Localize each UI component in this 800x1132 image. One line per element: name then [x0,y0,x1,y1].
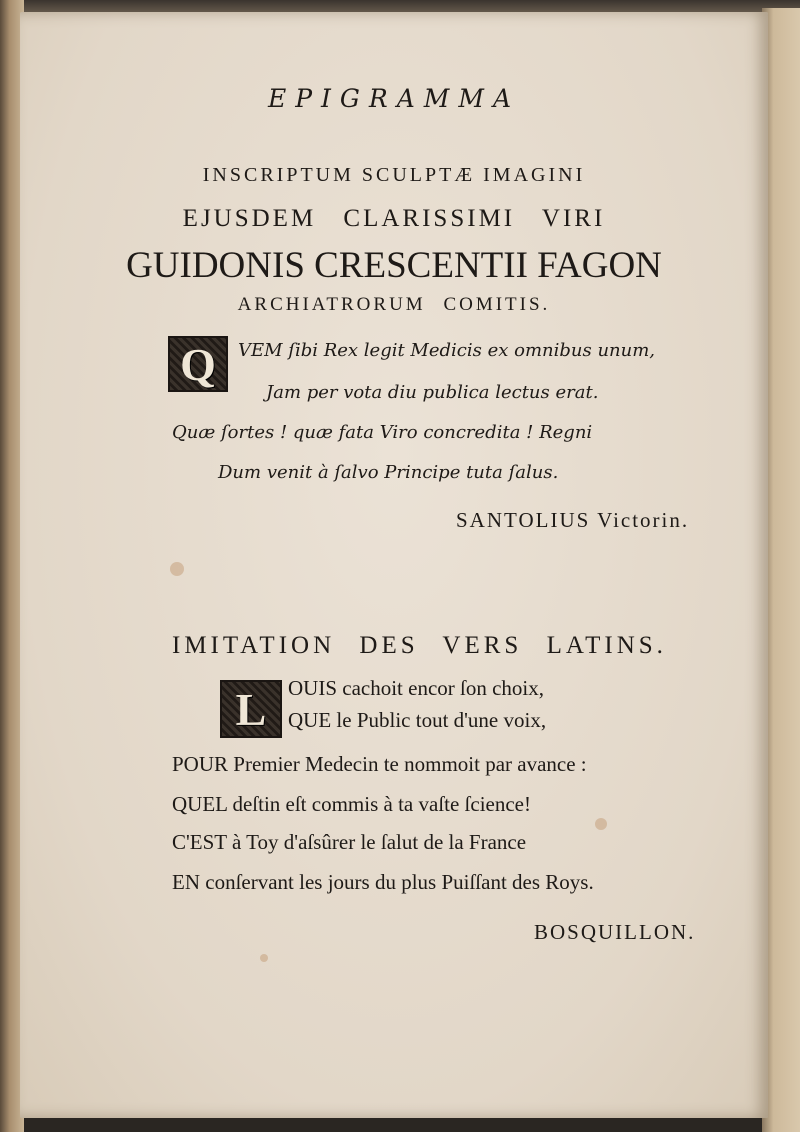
latin-signature: SANTOLIUS Victorin. [456,508,690,532]
french-verse-1: OUIS cachoit encor ſon choix, [288,676,545,700]
foxing-spot [260,954,268,962]
latin-verse-2: Jam per vota diu publica lectus erat. [266,382,599,403]
latin-verse-1: VEM ſibi Rex legit Medicis ex omnibus unum, [238,340,656,361]
heading-line-2: EJUSDEM CLARISSIMI VIRI [182,205,606,232]
latin-verse-3: Quæ ſortes ! quæ fata Viro concredita ! Regni [172,422,593,443]
imitation-heading: IMITATION DES VERS LATINS. [172,632,667,659]
french-dropcap-letter: L [235,683,267,735]
french-verse-3: POUR Premier Medecin te nommoit par avance : [172,752,587,776]
french-verse-2: QUE le Public tout d'une voix, [288,708,547,732]
foxing-spot [170,562,184,576]
heading-line-3: GUIDONIS CRESCENTII FAGON [126,245,662,286]
book-page [20,12,768,1118]
french-dropcap [220,680,282,738]
latin-dropcap-letter: Q [180,338,216,390]
foxing-spot [595,818,607,830]
latin-verse-4: Dum venit à ſalvo Principe tuta ſalus. [218,462,559,483]
heading-line-1: INSCRIPTUM SCULPTÆ IMAGINI [202,164,586,186]
french-signature: BOSQUILLON. [534,920,696,944]
french-verse-4: QUEL deſtin eſt commis à ta vaſte ſcience! [172,792,531,816]
french-verse-6: EN conſervant les jours du plus Puiſſant des Roys. [172,870,594,894]
french-verse-5: C'EST à Toy d'aſsûrer le ſalut de la France [172,830,527,854]
heading-line-4: ARCHIATRORUM COMITIS. [237,294,551,315]
latin-dropcap [168,336,228,392]
epigram-title: EPIGRAMMA [267,84,521,113]
